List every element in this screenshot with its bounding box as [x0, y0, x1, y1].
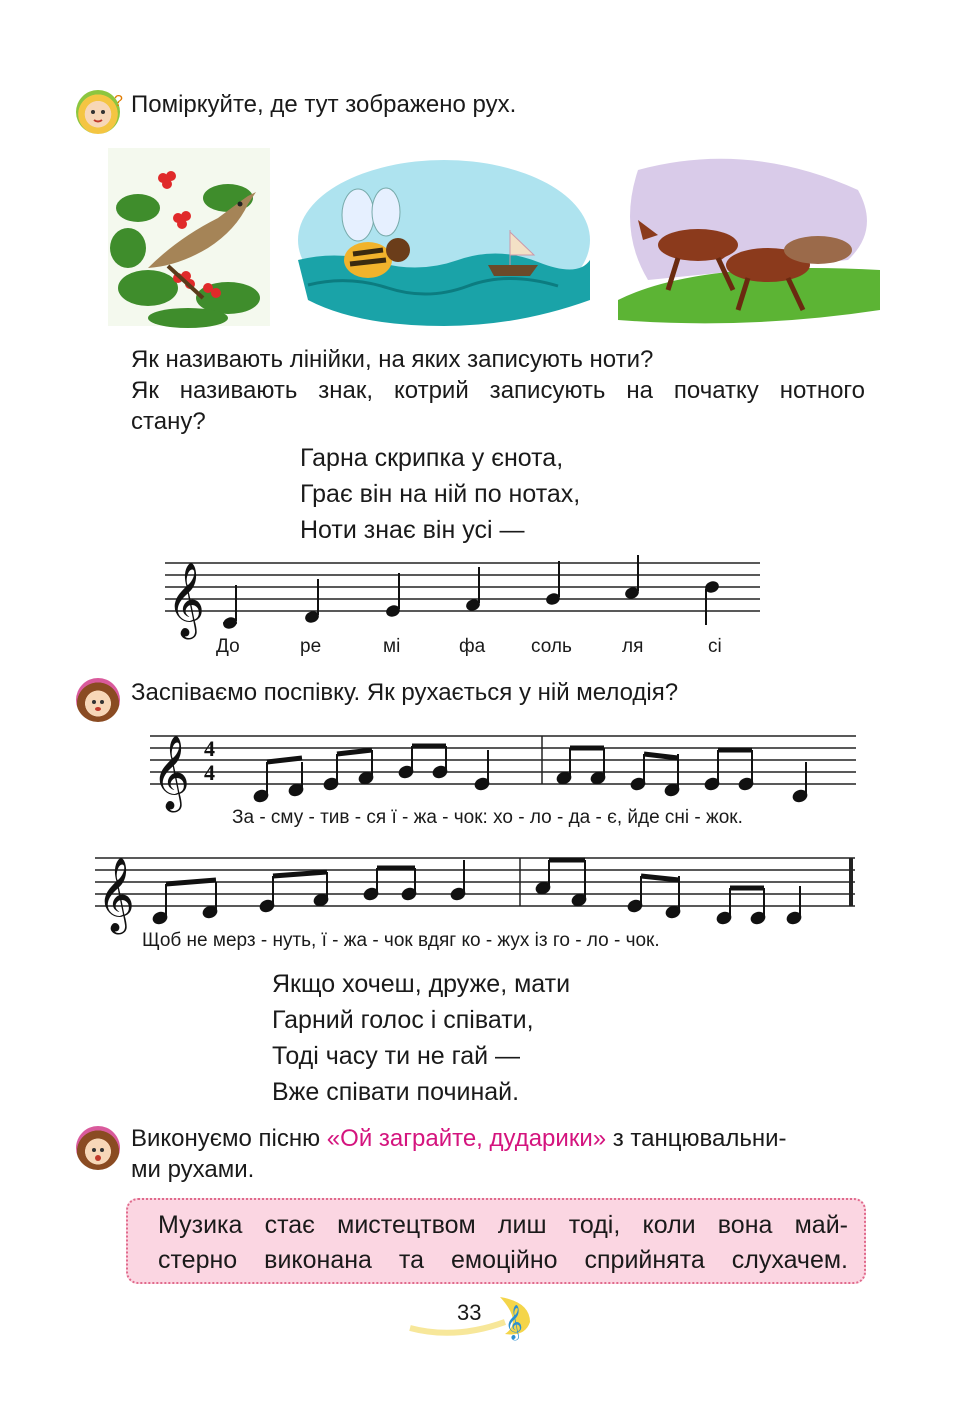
- time-signature-bottom: 4: [204, 760, 215, 785]
- song-staff-line-1: [150, 720, 860, 810]
- treble-clef-icon: 𝄞: [505, 1305, 523, 1340]
- song-staff-line-2: [95, 842, 860, 932]
- treble-clef-icon: 𝄞: [97, 858, 135, 932]
- boy-avatar-icon: [76, 678, 120, 722]
- question-line-2: Як називають знак, котрий записують на початку нотного: [131, 377, 865, 404]
- page-number: 33: [457, 1300, 482, 1325]
- note-name: фа: [459, 636, 486, 657]
- singing-boy-icon: [76, 1126, 120, 1170]
- section1-question: Поміркуйте, де тут зображено рух.: [131, 91, 517, 118]
- bee-and-boat-picture: [298, 160, 590, 326]
- song-title-link[interactable]: «Ой заграйте, дударики»: [326, 1125, 607, 1152]
- section3-before: Виконуємо пісню: [131, 1125, 327, 1152]
- svg-text:?: ?: [114, 93, 123, 110]
- poem1-line-2: Грає він на ній по нотах,: [300, 480, 581, 508]
- scale-staff: [165, 545, 765, 635]
- note-name: сі: [708, 636, 722, 657]
- thinking-child-icon: [76, 90, 123, 134]
- bird-on-rowan-picture: [108, 148, 270, 326]
- poem2-line-1: Якщо хочеш, друже, мати: [272, 970, 571, 998]
- poem2-line-2: Гарний голос і співати,: [272, 1006, 534, 1034]
- quote-line-2: стерно виконана та емоційно сприйнята слухачем.: [158, 1246, 848, 1274]
- note-name: мі: [383, 636, 401, 657]
- question-line-1: Як називають лінійки, на яких записують ноти?: [131, 346, 654, 373]
- treble-clef-icon: 𝄞: [152, 736, 190, 810]
- section2-prompt: Заспіваємо поспівку. Як рухається у ній мелодія?: [131, 679, 679, 706]
- note-name: соль: [531, 636, 572, 657]
- note-name: ре: [300, 636, 322, 657]
- section3-line-1: [131, 1122, 786, 1156]
- poem2-line-3: Тоді часу ти не гай —: [272, 1042, 521, 1070]
- song-lyrics-line-2: Щоб не мерз - нуть, ї - жа - чок вдяг ко - жух із го - ло - чок.: [142, 930, 660, 951]
- note-name: ля: [622, 636, 644, 657]
- treble-clef-icon: 𝄞: [167, 563, 205, 637]
- poem2-line-4: Вже співати починай.: [272, 1078, 520, 1106]
- section3-after: з танцювальни-: [606, 1125, 787, 1152]
- poem1-line-1: Гарна скрипка у єнота,: [300, 444, 564, 472]
- quote-text: [158, 1208, 848, 1278]
- song-lyrics-line-1: За - сму - тив - ся ї - жа - чок: хо - ло - да - є, йде сні - жок.: [232, 807, 743, 828]
- note-name: До: [216, 636, 240, 657]
- section3-line-2: ми рухами.: [131, 1156, 255, 1183]
- quote-callout: [126, 1198, 866, 1284]
- poem1-line-3: Ноти знає він усі —: [300, 516, 525, 544]
- quote-line-1: Музика стає мистецтвом лиш тоді, коли вона май-: [158, 1211, 848, 1239]
- running-horses-picture: [618, 150, 880, 330]
- time-signature-top: 4: [204, 736, 215, 761]
- question-line-3: стану?: [131, 408, 206, 435]
